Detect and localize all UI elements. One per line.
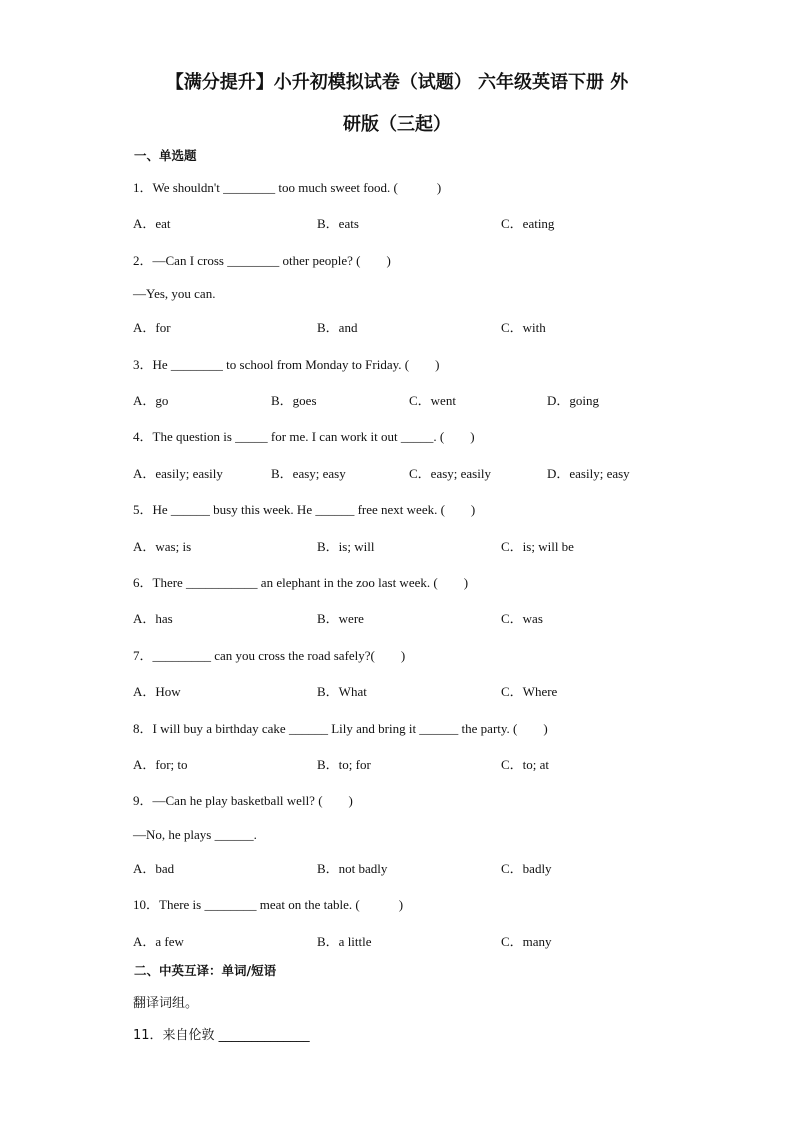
question-3-option-b: B．goes xyxy=(271,393,317,408)
question-5-option-c: C．is; will be xyxy=(501,539,574,554)
document-title-line-1: 【满分提升】小升初模拟试卷（试题） 六年级英语下册 外 xyxy=(165,72,629,93)
question-6-option-a: A．has xyxy=(133,611,173,626)
question-7-option-a: A．How xyxy=(133,684,181,699)
question-3-option-a: A．go xyxy=(133,393,169,408)
question-1-option-a: A．eat xyxy=(133,216,171,231)
question-9-stem: 9．—Can he play basketball well? ( ) xyxy=(133,793,353,808)
question-3-option-c: C．went xyxy=(409,393,456,408)
question-1-option-c: C．eating xyxy=(501,216,555,231)
question-10-option-b: B．a little xyxy=(317,934,372,949)
question-2-option-a: A．for xyxy=(133,320,171,335)
question-4-option-b: B．easy; easy xyxy=(271,466,346,481)
question-7-stem: 7．_________ can you cross the road safely?( ) xyxy=(133,648,406,663)
question-5-option-a: A．was; is xyxy=(133,539,192,554)
question-6-option-c: C．was xyxy=(501,611,543,626)
question-8-option-a: A．for; to xyxy=(133,757,188,772)
question-8-stem: 8．I will buy a birthday cake ______ Lily and bring it ______ the party. ( ) xyxy=(133,721,548,736)
question-3-stem: 3．He ________ to school from Monday to Friday. ( ) xyxy=(133,357,440,372)
question-2-option-b: B．and xyxy=(317,320,358,335)
question-5-stem: 5．He ______ busy this week. He ______ free next week. ( ) xyxy=(133,502,476,517)
question-11-stem: 11．来自伦敦 ______________ xyxy=(133,1028,310,1043)
question-10-option-a: A．a few xyxy=(133,934,184,949)
question-1-option-b: B．eats xyxy=(317,216,359,231)
question-9-reply: —No, he plays ______. xyxy=(133,827,257,842)
question-7-option-c: C．Where xyxy=(501,684,558,699)
question-2-reply: —Yes, you can. xyxy=(133,286,216,301)
question-9-option-a: A．bad xyxy=(133,861,175,876)
question-7-option-b: B．What xyxy=(317,684,367,699)
question-6-option-b: B．were xyxy=(317,611,364,626)
question-9-option-b: B．not badly xyxy=(317,861,388,876)
question-2-stem: 2．—Can I cross ________ other people? ( ) xyxy=(133,253,391,268)
document-title-line-2: 研版（三起） xyxy=(343,114,451,135)
section-heading-translation: 二、中英互译：单词/短语 xyxy=(134,963,277,978)
question-8-option-c: C．to; at xyxy=(501,757,550,772)
question-4-option-a: A．easily; easily xyxy=(133,466,223,481)
section-heading-single-choice: 一、单选题 xyxy=(134,148,197,163)
question-6-stem: 6．There ___________ an elephant in the zoo last week. ( ) xyxy=(133,575,469,590)
question-5-option-b: B．is; will xyxy=(317,539,375,554)
question-3-option-d: D．going xyxy=(547,393,600,408)
question-10-option-c: C．many xyxy=(501,934,552,949)
question-2-option-c: C．with xyxy=(501,320,546,335)
question-10-stem: 10．There is ________ meat on the table. ( ) xyxy=(133,897,404,912)
question-1-stem: 1．We shouldn't ________ too much sweet food. ( ) xyxy=(133,180,442,195)
question-8-option-b: B．to; for xyxy=(317,757,371,772)
question-4-stem: 4．The question is _____ for me. I can work it out _____. ( ) xyxy=(133,429,475,444)
question-9-option-c: C．badly xyxy=(501,861,552,876)
question-4-option-d: D．easily; easy xyxy=(547,466,630,481)
question-4-option-c: C．easy; easily xyxy=(409,466,491,481)
translation-instruction: 翻译词组。 xyxy=(133,996,199,1011)
